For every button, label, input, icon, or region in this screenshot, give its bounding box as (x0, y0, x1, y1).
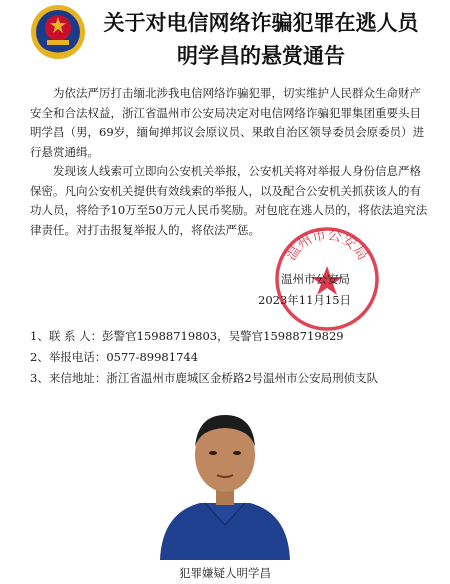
contact-row (30, 326, 430, 347)
issuer-signature: 温州市公安局 (281, 272, 350, 286)
notice-title (96, 6, 426, 72)
contact-label: 1、联 系 人： (30, 329, 103, 343)
contact-label: 3、来信地址： (30, 371, 107, 385)
photo-caption: 犯罪嫌疑人明学昌 (179, 566, 271, 580)
contact-value: 彭警官15988719803，吴警官15988719829 (102, 329, 344, 343)
contact-value: 0577-89981744 (106, 350, 199, 364)
title-line-2: 明学昌的悬赏通告 (177, 43, 345, 68)
contact-value: 浙江省温州市鹿城区金桥路2号温州市公安局刑侦支队 (106, 371, 379, 385)
suspect-photo (150, 395, 300, 560)
contact-list (30, 326, 430, 389)
police-emblem-icon (30, 4, 86, 60)
contact-row (30, 368, 430, 389)
issue-date: 2023年11月15日 (258, 293, 352, 307)
title-line-1: 关于对电信网络诈骗犯罪在逃人员 (103, 10, 419, 35)
svg-text:温州市公安局 (283, 227, 370, 263)
seal-text: 温州市公安局 (283, 227, 371, 264)
notice-paragraph-2: 发现该人线索可立即向公安机关举报，公安机关将对举报人身份信息严格保密。凡向公安机关提供有效线索的举报人，以及配合公安机关抓获该人的有功人员，将给予10万至50万元人民币奖励。对包庇在逃人员的，将依法追究法律责任。对打击报复举报人的，将依法严惩。 (30, 164, 428, 237)
notice-paragraph-1: 为依法严厉打击缅北涉我电信网络诈骗犯罪，切实维护人民群众生命财产安全和合法权益，浙江省温州市公安局决定对电信网络诈骗犯罪集团重要头目明学昌（男，69岁，缅甸掸邦议会原议员、果敢自治区领导委员会原委员）进行悬赏通缉。 (30, 86, 425, 159)
contact-label: 2、举报电话： (30, 350, 107, 364)
contact-row (30, 347, 430, 368)
